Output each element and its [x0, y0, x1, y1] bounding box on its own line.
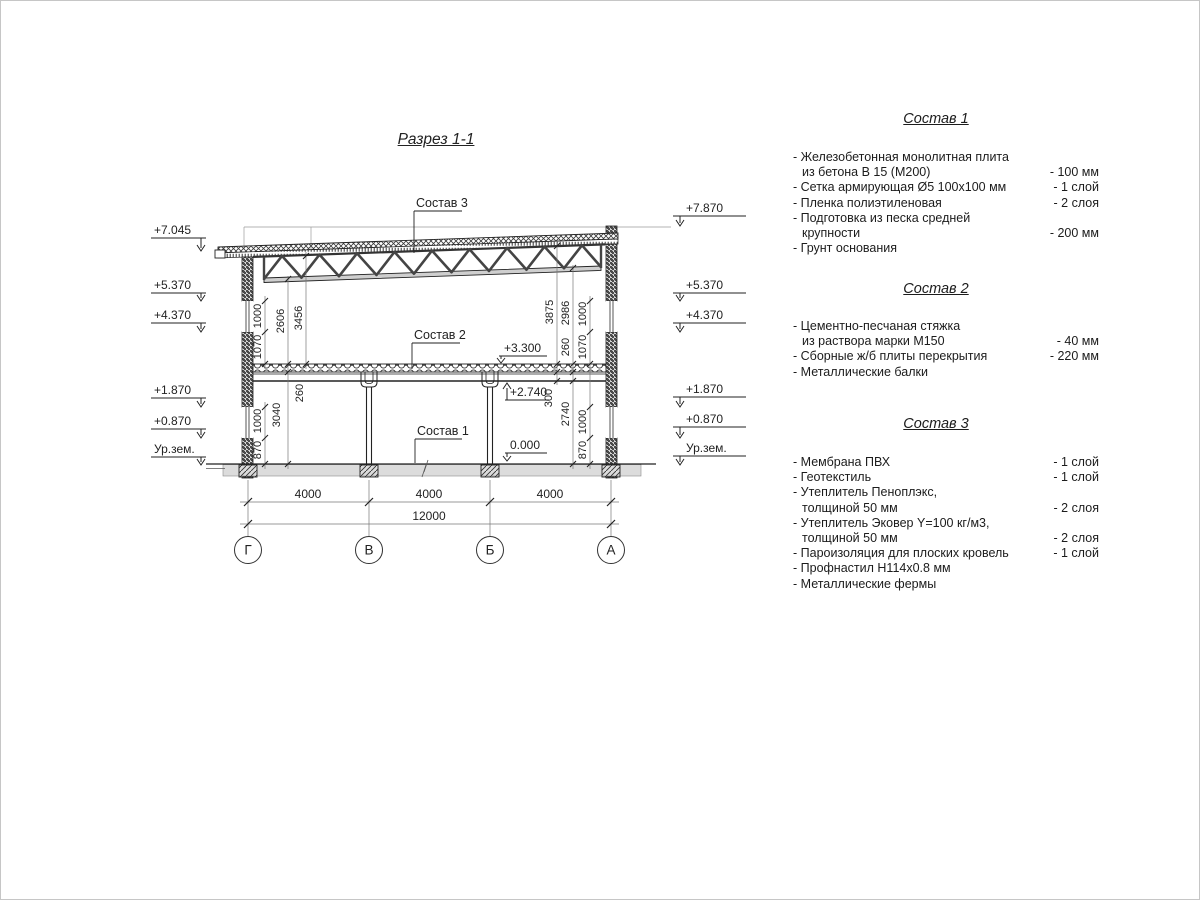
dim-label: 260 [294, 383, 306, 403]
material-item [793, 211, 1099, 226]
material-name: - Железобетонная монолитная плита [793, 150, 1009, 164]
elevation-label: +2.740 [510, 385, 548, 399]
axis-bubbles [235, 537, 625, 564]
foundation [206, 460, 656, 477]
elevation-label: +0.870 [154, 414, 192, 428]
dim-label: 260 [560, 337, 572, 357]
span-dim-label: 4000 [536, 487, 564, 501]
bottom-dimensions [235, 480, 625, 564]
material-list-sostav-3 [793, 455, 1099, 592]
axis-label: Б [485, 542, 495, 558]
axis-label: В [364, 542, 374, 558]
material-item [793, 546, 1099, 561]
material-item [793, 241, 1099, 256]
material-name: - Грунт основания [793, 241, 898, 256]
material-qty: - 200 мм [1049, 226, 1099, 241]
material-qty: - 220 мм [1049, 349, 1099, 364]
footing [360, 465, 378, 477]
dim-label: 1000 [252, 408, 264, 434]
span-dim-label: 4000 [415, 487, 443, 501]
material-item [793, 531, 1099, 546]
dim-label: 870 [252, 440, 264, 460]
material-qty: - 1 слой [1053, 455, 1099, 469]
material-name: - Металлические балки [793, 364, 928, 379]
material-name: - Пароизоляция для плоских кровель [793, 546, 1009, 561]
material-qty: - 40 мм [1056, 334, 1099, 349]
material-list-sostav-2 [793, 319, 1099, 380]
section-title-sostav-1: Состав 1 [903, 111, 969, 127]
footing [239, 465, 257, 477]
material-qty: - 1 слой [1053, 546, 1099, 561]
dim-label: 1000 [252, 303, 264, 329]
material-item [793, 180, 1099, 195]
dim-label: 2740 [560, 401, 572, 427]
section-title-sostav-3: Состав 3 [903, 416, 969, 432]
material-item [793, 561, 1099, 576]
elevation-label: +5.370 [154, 278, 192, 292]
material-name: - Утеплитель Эковер Y=100 кг/м3, [793, 515, 990, 530]
elevation-label: +1.870 [686, 382, 724, 396]
material-item [793, 455, 1099, 470]
elevation-label: +3.300 [504, 341, 542, 355]
material-name: - Утеплитель Пеноплэкс, [793, 485, 938, 500]
elevation-label: +0.870 [686, 412, 724, 426]
material-name: - Сетка армирующая Ø5 100х100 мм [793, 180, 1007, 195]
window-right-lower [606, 407, 617, 438]
material-leader-label: Состав 3 [416, 196, 468, 210]
material-name: - Мембрана ПВХ [793, 455, 891, 469]
dim-label: 300 [543, 388, 555, 408]
dim-label: 1000 [577, 409, 589, 435]
axis-label: А [606, 542, 616, 558]
roof-drip-edge [215, 250, 225, 258]
material-qty: - 2 слоя [1053, 195, 1099, 210]
material-name: - Пленка полиэтиленовая [793, 195, 942, 210]
section-title-sostav-2: Состав 2 [903, 281, 969, 297]
material-item [793, 196, 1099, 211]
material-name: - Геотекстиль [793, 470, 872, 485]
elevation-label: +7.045 [154, 223, 192, 237]
dim-label: 1070 [577, 334, 589, 360]
dim-label: 870 [577, 440, 589, 460]
material-name: - Сборные ж/б плиты перекрытия [793, 349, 988, 364]
material-item [793, 349, 1099, 364]
elevation-label: +5.370 [686, 278, 724, 292]
material-item [793, 516, 1099, 531]
elevation-label: +1.870 [154, 383, 192, 397]
material-name: из раствора марки М150 [802, 334, 945, 349]
material-item [793, 501, 1099, 516]
material-name: - Металлические фермы [793, 576, 937, 591]
material-leader-label: Состав 1 [417, 424, 469, 438]
total-dim-label: 12000 [412, 509, 446, 523]
dim-label: 3875 [544, 299, 556, 325]
elevation-label: +7.870 [686, 201, 724, 215]
material-item [793, 150, 1099, 165]
material-qty: - 100 мм [1049, 165, 1099, 180]
columns [361, 372, 498, 464]
material-name: - Цементно-песчаная стяжка [793, 319, 961, 333]
footing [481, 465, 499, 477]
material-qty: - 1 слой [1053, 180, 1099, 195]
dim-label: 3040 [271, 402, 283, 428]
material-item [793, 365, 1099, 380]
material-qty: - 1 слой [1053, 470, 1099, 485]
material-item [793, 485, 1099, 500]
span-dim-label: 4000 [294, 487, 322, 501]
material-name: - Подготовка из песка средней [793, 210, 971, 225]
dim-label: 3456 [293, 305, 305, 331]
window-right-upper [606, 301, 617, 332]
material-qty: - 2 слоя [1053, 531, 1099, 546]
material-name: крупности [802, 226, 861, 241]
material-list-sostav-1 [793, 150, 1099, 256]
elevation-label: +4.370 [154, 308, 192, 322]
material-item [793, 577, 1099, 592]
material-item [793, 334, 1099, 349]
dim-label: 2986 [560, 300, 572, 326]
material-name: толщиной 50 мм [802, 531, 898, 546]
elevation-label: +4.370 [686, 308, 724, 322]
elevation-label: Ур.зем. [686, 441, 727, 455]
dim-label: 1000 [577, 301, 589, 327]
material-item [793, 165, 1099, 180]
material-qty: - 2 слоя [1053, 500, 1099, 515]
material-item [793, 226, 1099, 241]
axis-label: Г [244, 542, 252, 558]
material-name: - Профнастил Н114х0.8 мм [793, 561, 951, 576]
material-leader-label: Состав 2 [414, 328, 466, 342]
elevation-label: 0.000 [510, 438, 541, 452]
footing [602, 465, 620, 477]
material-leaders [412, 196, 469, 463]
section-drawing [1, 1, 781, 621]
material-name: из бетона В 15 (М200) [802, 165, 931, 180]
elevation-label: Ур.зем. [154, 442, 195, 456]
dim-label: 2606 [275, 308, 287, 334]
material-name: толщиной 50 мм [802, 500, 898, 515]
material-item [793, 470, 1099, 485]
inner-elevation-marks [497, 341, 549, 461]
material-item [793, 319, 1099, 334]
drawing-title: Разрез 1-1 [397, 131, 475, 148]
dim-label: 1070 [252, 334, 264, 360]
